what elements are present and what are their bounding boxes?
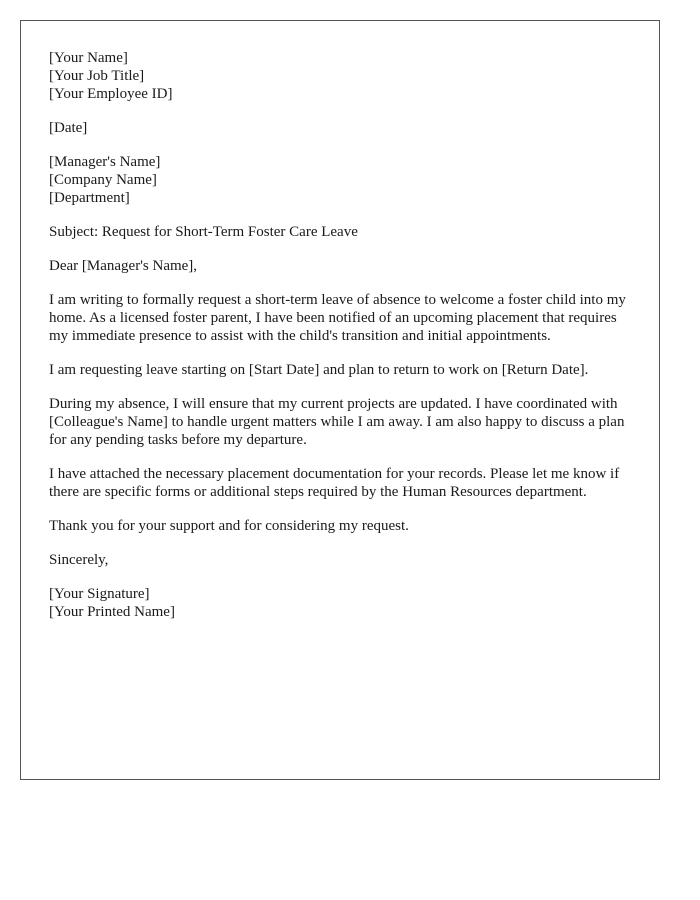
signature-block xyxy=(49,585,634,621)
recipient-department: [Department] xyxy=(49,190,130,206)
date-block xyxy=(49,119,634,137)
sender-block xyxy=(49,49,634,103)
recipient-block xyxy=(49,153,634,207)
recipient-company: [Company Name] xyxy=(49,172,157,188)
printed-name: [Your Printed Name] xyxy=(49,604,175,620)
signature-line: [Your Signature] xyxy=(49,586,150,602)
sender-job-title: [Your Job Title] xyxy=(49,68,145,84)
closing: Sincerely, xyxy=(49,552,109,568)
paragraph-dates: I am requesting leave starting on [Start Date] and plan to return to work on [Return Date]. xyxy=(49,362,589,378)
sender-name: [Your Name] xyxy=(49,50,128,66)
paragraph-intro: I am writing to formally request a short-term leave of absence to welcome a foster child into my home. As a licensed foster parent, I have been notified of an upcoming placement that requires my immediate presence to assist with the child's transition and initial appointments. xyxy=(49,292,626,344)
recipient-name: [Manager's Name] xyxy=(49,154,161,170)
letter-date: [Date] xyxy=(49,120,88,136)
paragraph-coverage: During my absence, I will ensure that my current projects are updated. I have coordinated with [Colleague's Name] to handle urgent matters while I am away. I am also happy to discuss a plan for any pending tasks before my departure. xyxy=(49,396,625,448)
salutation: Dear [Manager's Name], xyxy=(49,258,198,274)
letter-page xyxy=(20,20,660,780)
paragraph-thanks: Thank you for your support and for considering my request. xyxy=(49,518,409,534)
letter-body xyxy=(49,49,634,637)
paragraph-documentation: I have attached the necessary placement documentation for your records. Please let me know if there are specific forms or additional steps required by the Human Resources department. xyxy=(49,466,620,500)
subject-line: Subject: Request for Short-Term Foster Care Leave xyxy=(49,224,358,240)
sender-employee-id: [Your Employee ID] xyxy=(49,86,173,102)
